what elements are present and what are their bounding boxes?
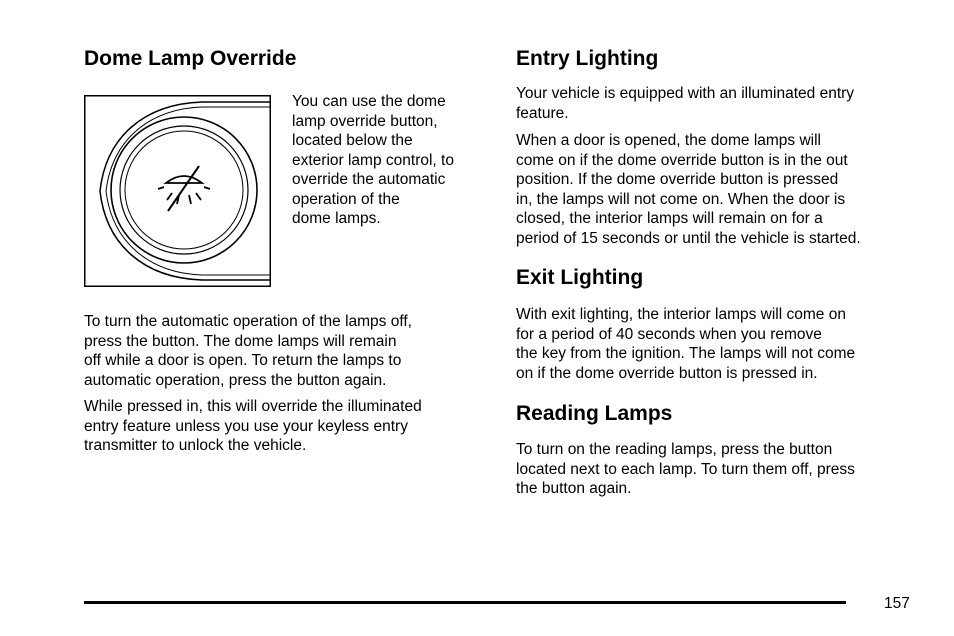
reading-lamps-para-1: To turn on the reading lamps, press the button located next to each lamp. To turn them off, press the button again. [516,441,855,497]
exit-lighting-heading: Exit Lighting [516,266,644,289]
page-number: 157 [884,595,910,612]
reading-lamps-heading: Reading Lamps [516,402,673,425]
entry-lighting-para-1: Your vehicle is equipped with an illuminated entry feature. [516,85,855,122]
entry-lighting-para-2: When a door is opened, the dome lamps will come on if the dome override button is in the out position. If the dome override button is pressed in, the lamps will not come on. When the door is closed, the interior lamps will remain on for a period of 15 seconds or until the vehicle is started. [516,132,861,247]
footer-rule [84,601,846,604]
entry-lighting-heading: Entry Lighting [516,47,659,70]
dome-lamp-override-button-icon [84,95,271,287]
dome-lamp-override-para-2: While pressed in, this will override the illuminated entry feature unless you use your keyless entry transmitter to unlock the vehicle. [84,398,422,454]
dome-lamp-override-figure [84,95,271,287]
dome-lamp-override-intro: You can use the dome lamp override button, located below the exterior lamp control, to override the automatic operation of the dome lamps. [292,93,454,227]
dome-lamp-override-heading: Dome Lamp Override [84,47,297,70]
dome-lamp-override-para-1: To turn the automatic operation of the lamps off, press the button. The dome lamps will remain off while a door is open. To return the lamps to automatic operation, press the button again. [84,313,412,389]
exit-lighting-para-1: With exit lighting, the interior lamps will come on for a period of 40 seconds when you remove the key from the ignition. The lamps will not come on if the dome override button is pressed in. [516,306,856,382]
